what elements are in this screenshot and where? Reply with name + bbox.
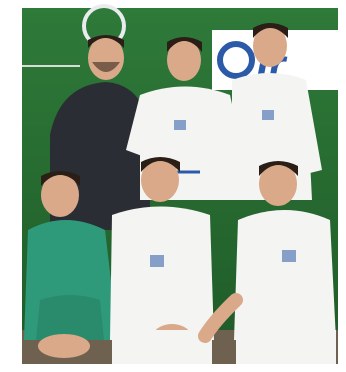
photo-scene	[0, 0, 346, 372]
team-photo	[0, 0, 346, 372]
